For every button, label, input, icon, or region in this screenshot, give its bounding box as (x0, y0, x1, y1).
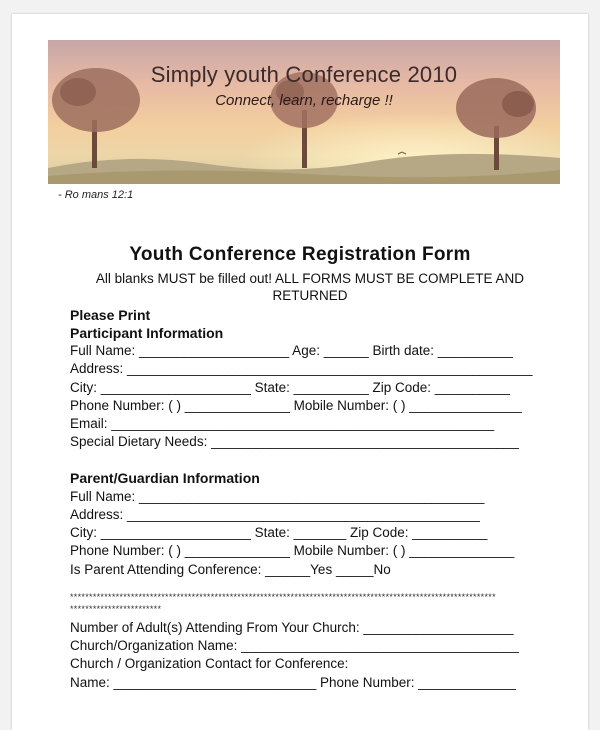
participant-full-name-field[interactable]: Full Name: ____________________ Age: ______ Birth date: __________ (70, 343, 513, 358)
adults-attending-field[interactable]: Number of Adult(s) Attending From Your Church: ____________________ (70, 620, 514, 635)
parent-attending-field[interactable]: Is Parent Attending Conference: ______Yes _____No (70, 562, 391, 577)
participant-email-field[interactable]: Email: ___________________________________________________ (70, 416, 495, 431)
guardian-phone-field[interactable]: Phone Number: ( ) ______________ Mobile Number: ( ) ______________ (70, 543, 515, 558)
please-print-label: Please Print (70, 307, 151, 323)
guardian-full-name-field[interactable]: Full Name: ______________________________________________ (70, 489, 485, 504)
participant-dietary-field[interactable]: Special Dietary Needs: _________________________________________ (70, 434, 519, 449)
guardian-heading: Parent/Guardian Information (70, 470, 260, 486)
separator-stars: **************************************************************************************************************** (70, 592, 496, 602)
form-title: Youth Conference Registration Form (129, 244, 471, 265)
separator-stars-continued: ************************ (70, 604, 162, 614)
guardian-city-field[interactable]: City: ____________________ State: _______ Zip Code: __________ (70, 525, 488, 540)
contact-name-phone-field[interactable]: Name: ___________________________ Phone Number: _____________ (70, 675, 516, 690)
participant-phone-field[interactable]: Phone Number: ( ) ______________ Mobile Number: ( ) _______________ (70, 398, 522, 413)
scripture-reference: - Ro mans 12:1 (58, 189, 134, 201)
banner-title: Simply youth Conference 2010 (150, 62, 458, 87)
conference-banner (48, 40, 560, 184)
church-name-field[interactable]: Church/Organization Name: _____________________________________ (70, 638, 519, 653)
participant-address-field[interactable]: Address: ______________________________________________________ (70, 361, 533, 376)
participant-heading: Participant Information (70, 325, 224, 341)
participant-city-field[interactable]: City: ____________________ State: __________ Zip Code: __________ (70, 380, 510, 395)
form-notice: All blanks MUST be filled out! ALL FORMS MUST BE COMPLETE AND RETURNED (95, 271, 525, 303)
church-contact-label: Church / Organization Contact for Conference: (70, 656, 349, 671)
guardian-address-field[interactable]: Address: _______________________________________________ (70, 507, 480, 522)
banner-tagline: Connect, learn, recharge !! (215, 92, 393, 109)
